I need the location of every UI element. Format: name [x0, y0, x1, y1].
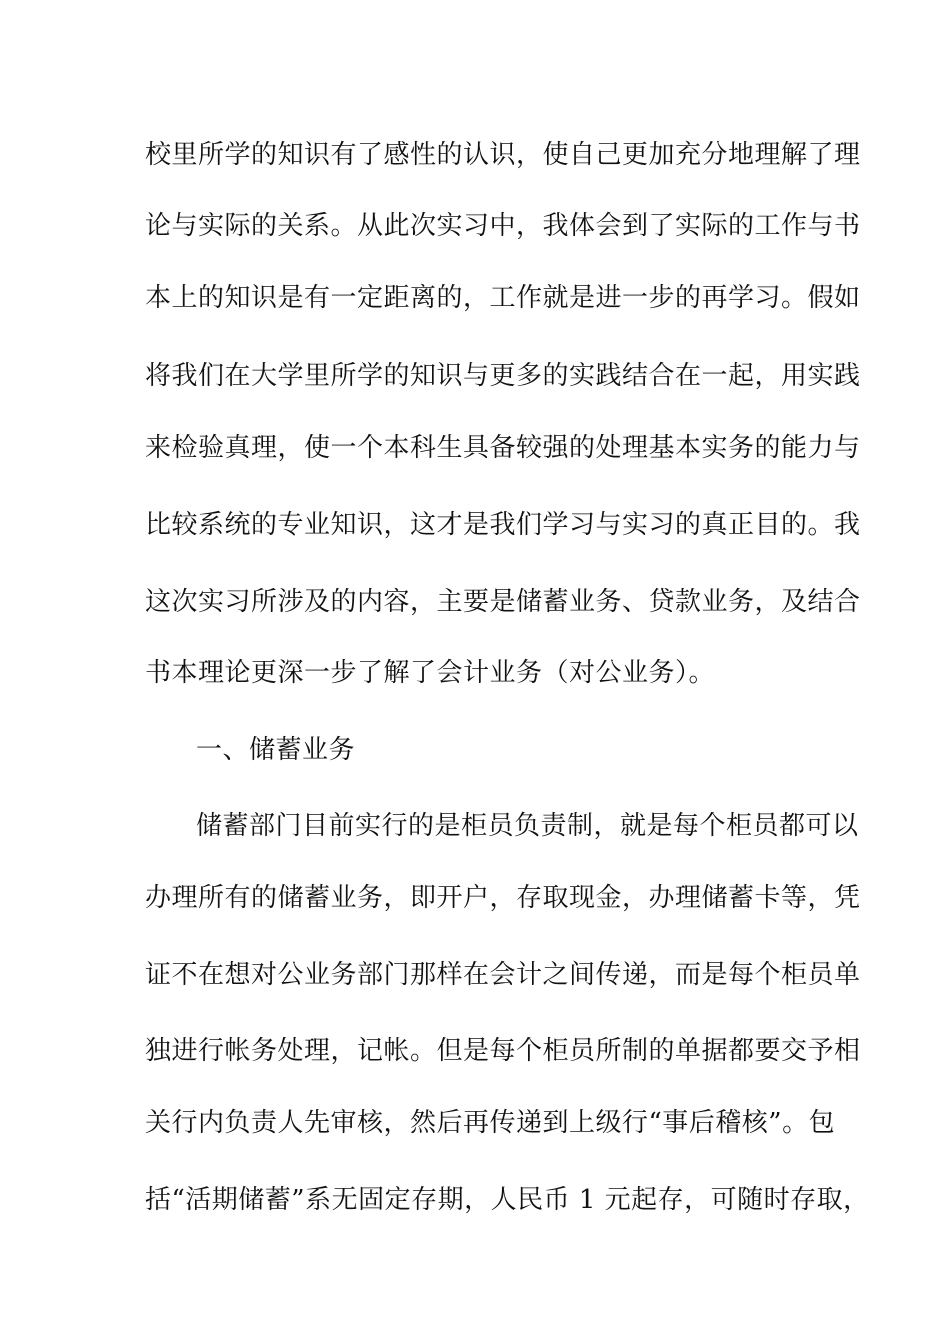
paragraph-first-line: 储蓄部门目前实行的是柜员负责制，就是每个柜员都可以	[196, 811, 859, 841]
text-line: 关行内负责人先审核，然后再传递到上级行“事后稽核”。包	[145, 1108, 836, 1138]
text-line: 来检验真理，使一个本科生具备较强的处理基本实务的能力与	[145, 433, 861, 463]
text-line: 证不在想对公业务部门那样在会计之间传递，而是每个柜员单	[145, 960, 861, 990]
text-line: 论与实际的关系。从此次实习中，我体会到了实际的工作与书	[145, 211, 861, 241]
text-line: 独进行帐务处理，记帐。但是每个柜员所制的单据都要交予相	[145, 1036, 861, 1066]
text-line: 本上的知识是有一定距离的，工作就是进一步的再学习。假如	[145, 283, 861, 313]
section-heading: 一、储蓄业务	[196, 735, 356, 765]
text-line: 将我们在大学里所学的知识与更多的实践结合在一起，用实践	[145, 361, 861, 391]
text-line: 办理所有的储蓄业务，即开户，存取现金，办理储蓄卡等，凭	[145, 883, 861, 913]
text-line: 这次实习所涉及的内容，主要是储蓄业务、贷款业务，及结合	[145, 587, 861, 617]
text-line: 书本理论更深一步了解了会计业务（对公业务）。	[145, 658, 716, 688]
text-line: 括“活期储蓄”系无固定存期，人民币 1 元起存，可随时存取，	[145, 1185, 870, 1215]
text-line: 比较系统的专业知识，这才是我们学习与实习的真正目的。我	[145, 510, 861, 540]
text-line: 校里所学的知识有了感性的认识，使自己更加充分地理解了理	[145, 140, 861, 170]
